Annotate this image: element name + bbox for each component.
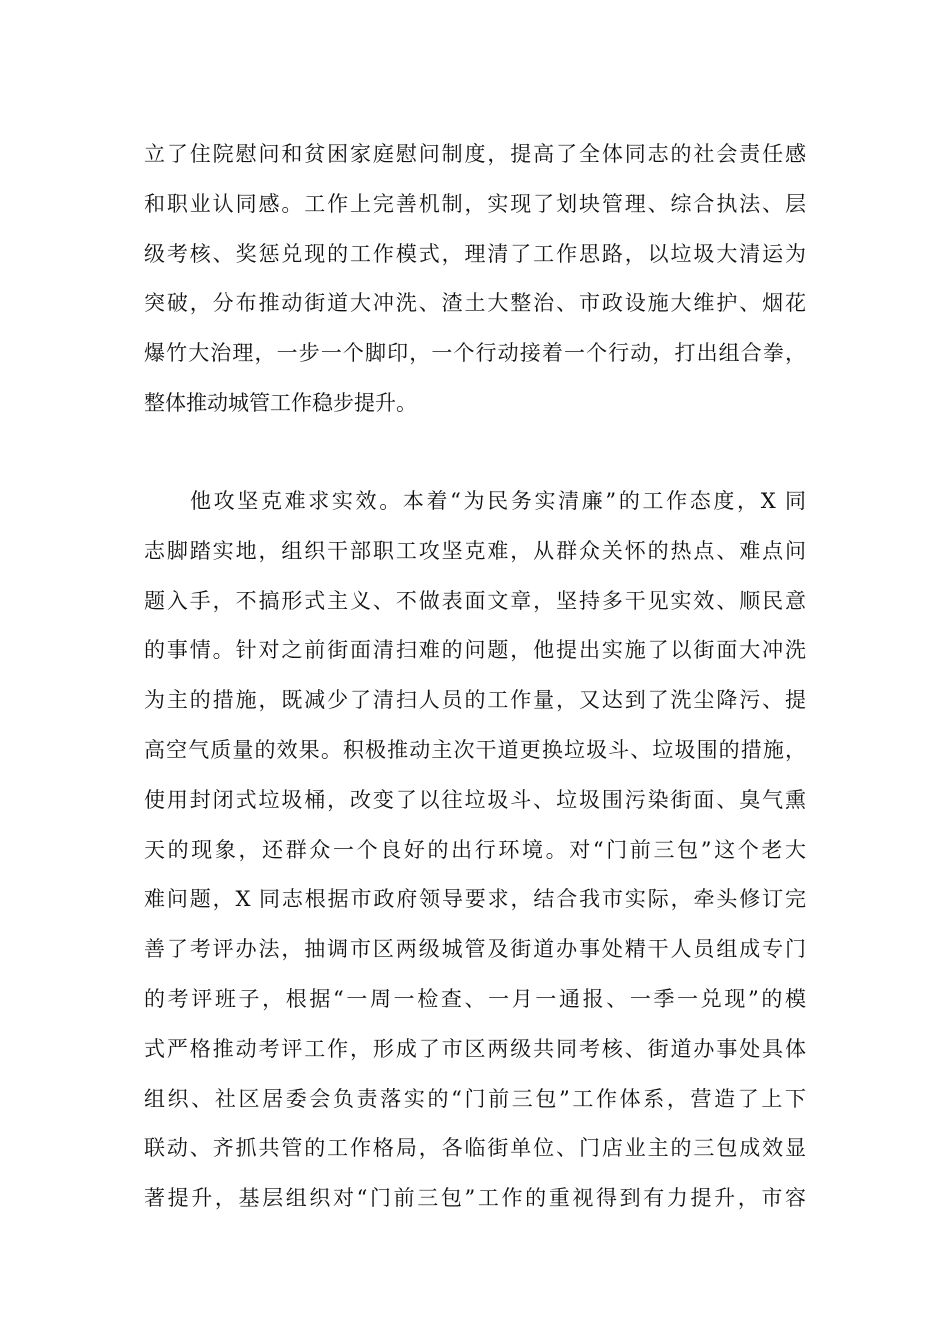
text-line: 为主的措施，既减少了清扫人员的工作量，又达到了洗尘降污、提 xyxy=(144,688,806,713)
text-line: 善了考评办法，抽调市区两级城管及街道办事处精干人员组成专门 xyxy=(144,937,806,962)
text-line: 志脚踏实地，组织干部职工攻坚克难，从群众关怀的热点、难点问 xyxy=(144,538,806,563)
text-line: 联动、齐抓共管的工作格局，各临街单位、门店业主的三包成效显 xyxy=(144,1136,806,1161)
text-line: 级考核、奖惩兑现的工作模式，理清了工作思路，以垃圾大清运为 xyxy=(144,241,806,266)
text-line: 高空气质量的效果。积极推动主次干道更换垃圾斗、垃圾围的措施， xyxy=(144,737,806,762)
paragraph-continued xyxy=(144,130,806,429)
text-line: 题入手，不搞形式主义、不做表面文章，坚持多干见实效、顺民意 xyxy=(144,588,806,613)
text-line: 整体推动城管工作稳步提升。 xyxy=(144,390,417,415)
text-line: 突破，分布推动街道大冲洗、渣土大整治、市政设施大维护、烟花 xyxy=(144,291,806,316)
text-line: 的事情。针对之前街面清扫难的问题，他提出实施了以街面大冲洗 xyxy=(144,638,806,663)
text-line: 天的现象，还群众一个良好的出行环境。对“门前三包”这个老大 xyxy=(144,837,806,862)
text-line: 立了住院慰问和贫困家庭慰问制度，提高了全体同志的社会责任感 xyxy=(144,142,806,166)
text-line: 使用封闭式垃圾桶，改变了以往垃圾斗、垃圾围污染街面、臭气熏 xyxy=(144,787,806,812)
text-line: 组织、社区居委会负责落实的“门前三包”工作体系，营造了上下 xyxy=(144,1086,806,1111)
text-line: 的考评班子，根据“一周一检查、一月一通报、一季一兑现”的模 xyxy=(144,986,806,1011)
text-line: 他攻坚克难求实效。本着“为民务实清廉”的工作态度，X 同 xyxy=(190,489,806,513)
text-line: 和职业认同感。工作上完善机制，实现了划块管理、综合执法、层 xyxy=(144,191,806,216)
paragraph-solve-hard-problems xyxy=(144,477,806,1224)
text-line: 爆竹大治理，一步一个脚印，一个行动接着一个行动，打出组合拳， xyxy=(144,341,806,366)
text-line: 著提升，基层组织对“门前三包”工作的重视得到有力提升，市容 xyxy=(144,1186,806,1211)
text-line: 难问题，X 同志根据市政府领导要求，结合我市实际，牵头修订完 xyxy=(144,887,806,912)
text-line: 式严格推动考评工作，形成了市区两级共同考核、街道办事处具体 xyxy=(144,1036,806,1061)
